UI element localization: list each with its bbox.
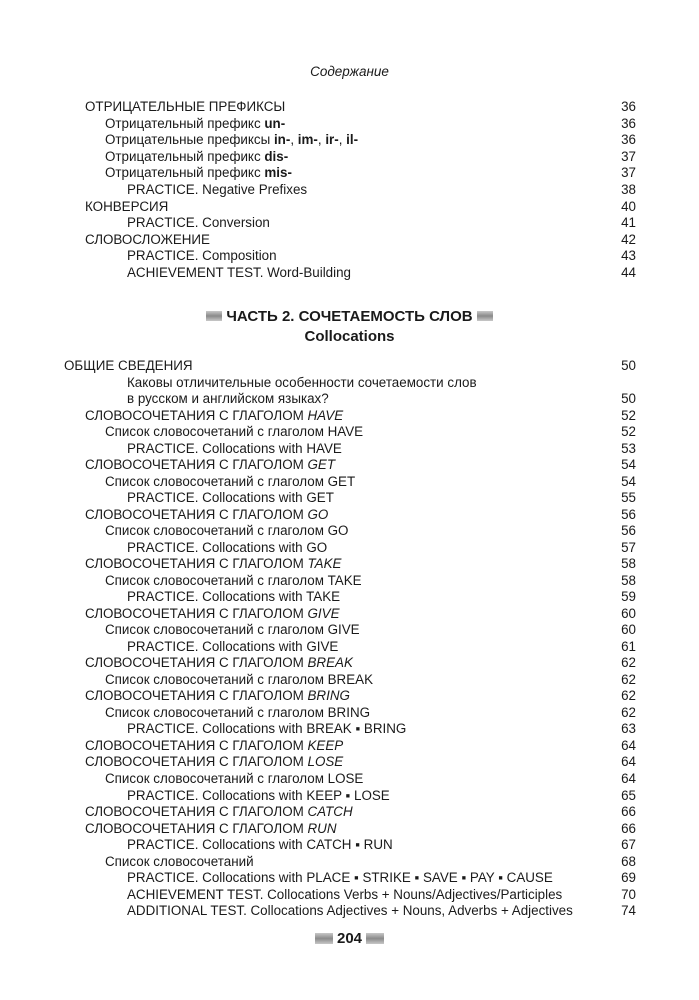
toc-entry-page: 61 [621,638,636,654]
toc-entry-page: 57 [621,539,636,555]
toc-entry-page: 56 [621,506,636,522]
toc-entry-title [127,215,270,232]
toc-entry-title-part: Список словосочетаний с глаголом GO [105,523,349,539]
toc-entry-page: 50 [621,358,636,373]
toc-entry-title [85,804,353,821]
toc-entry [0,182,699,199]
toc-entry [0,391,699,408]
toc-entry-title [105,573,362,590]
toc-entry-title [85,754,343,771]
toc-entry-title-part: СЛОВОСОЧЕТАНИЯ С ГЛАГОЛОМ [85,457,308,473]
toc-entry-page: 43 [621,248,636,264]
toc-entry-title-part: Список словосочетаний [105,853,254,869]
toc-entry-title-part: in- [273,132,291,148]
toc-entry-title [105,474,355,491]
toc-entry-page: 56 [621,523,636,539]
toc-entry-title-part: ADDITIONAL TEST. Collocations Adjectives + Nouns, Adverbs + Adjectives [127,903,573,919]
toc-entry-title-part: PRACTICE. Conversion [127,215,270,231]
toc-entry [0,688,699,705]
toc-entry-title-part: Список словосочетаний с глаголом GET [105,473,356,489]
toc-entry-title [105,132,358,149]
toc-entry [0,887,699,904]
toc-entry-title-part: СЛОВОСОЧЕТАНИЯ С ГЛАГОЛОМ [85,737,308,753]
toc-entry [0,457,699,474]
toc-entry-title-part: СЛОВОСОЧЕТАНИЯ С ГЛАГОЛОМ [85,605,308,621]
toc-entry-page: 38 [621,182,636,197]
toc-entry-page: 58 [621,572,636,588]
toc-entry-page: 64 [621,737,636,753]
toc-entry-title [105,672,373,689]
toc-entry-title-part: СЛОВОСОЧЕТАНИЯ С ГЛАГОЛОМ [85,804,308,820]
toc-entry-title [105,705,370,722]
toc-entry-title [127,721,406,738]
toc-entry [0,441,699,458]
toc-entry-title-part: Список словосочетаний с глаголом LOSE [105,771,364,786]
toc-entry-title-part: PRACTICE. Collocations with HAVE [127,440,342,456]
toc-entry-title-part: Отрицательный префикс [105,115,265,131]
toc-entry-page: 68 [621,853,636,869]
toc-entry-title [105,771,363,788]
toc-entry [0,721,699,738]
toc-entry-title-part: PRACTICE. Collocations with GO [127,539,328,555]
toc-entry-title-part: Отрицательный префикс [105,148,265,164]
toc-entry-page: 60 [621,605,636,621]
toc-entry-title-part: СЛОВОСЛОЖЕНИЕ [85,231,210,247]
toc-entry-title-part: PRACTICE. Collocations with KEEP ▪ LOSE [127,787,390,803]
toc-entry-title-part: PRACTICE. Collocations with PLACE ▪ STRIKE ▪ SAVE ▪ PAY ▪ CAUSE [127,870,553,886]
toc-entry-title [127,182,307,199]
toc-entry-title [127,375,477,392]
page-number: 204 [336,930,363,947]
toc-entry-title-part: RUN [307,820,337,836]
toc-entry [0,854,699,871]
toc-entry [0,540,699,557]
toc-entry-page: 66 [621,804,636,820]
toc-entry-page: 74 [621,903,636,919]
toc-entry-title-part: СЛОВОСОЧЕТАНИЯ С ГЛАГОЛОМ [85,407,308,423]
toc-entry-title-part: BRING [307,688,350,704]
toc-entry [0,408,699,425]
toc-entry-title [127,391,329,408]
toc-entry [0,589,699,606]
toc-entry [0,358,699,375]
toc-entry-title [105,165,292,182]
toc-entry [0,215,699,232]
toc-entry [0,672,699,689]
toc-entry-title-part: СЛОВОСОЧЕТАНИЯ С ГЛАГОЛОМ [85,754,308,770]
toc-entry [0,265,699,282]
toc-entry-title-part: ACHIEVEMENT TEST. Collocations Verbs + Nouns/Adjectives/Participles [127,886,563,902]
toc-entry-title-part: PRACTICE. Collocations with TAKE [127,589,341,605]
toc-entry-title-part: СЛОВОСОЧЕТАНИЯ С ГЛАГОЛОМ [85,556,308,572]
toc-entry [0,738,699,755]
toc-entry-page: 37 [621,148,636,164]
toc-entry [0,804,699,821]
toc-entry-title-part: ОБЩИЕ СВЕДЕНИЯ [64,358,193,373]
toc-entry-title-part: Каковы отличительные особенности сочетаемости слов [127,374,477,390]
toc-entry [0,771,699,788]
toc-entry-title-part: ir- [325,132,339,148]
toc-entry-title [127,639,338,656]
toc-entry [0,248,699,265]
toc-entry-page: 62 [621,671,636,687]
toc-entry-title [105,523,348,540]
toc-entry-page: 52 [621,424,636,440]
toc-entry-title-part: СЛОВОСОЧЕТАНИЯ С ГЛАГОЛОМ [85,506,308,522]
square-ornament-icon [315,933,333,944]
toc-entry-title [85,457,335,474]
section-subtitle: Collocations [304,328,395,345]
toc-entry-title-part: dis- [264,148,289,164]
toc-entry [0,556,699,573]
toc-entry-title [85,556,341,573]
toc-entry-title [105,854,254,871]
toc-entry-title [85,688,350,705]
toc-entry-title [85,606,340,623]
toc-entry-page: 37 [621,165,636,181]
toc-entry-title-part: Отрицательные префиксы [105,132,274,148]
toc-entry-page: 58 [621,556,636,572]
toc-entry-title-part: PRACTICE. Collocations with BREAK ▪ BRING [127,721,407,737]
toc-entry [0,639,699,656]
toc-entry-page: 70 [621,886,636,902]
toc-entry [0,870,699,887]
toc-entry-title [85,507,328,524]
toc-entry-page: 50 [621,391,636,407]
toc-entry-title-part: GIVE [307,605,340,621]
toc-entry-page: 54 [621,457,636,473]
toc-entry-title-part: Список словосочетаний с глаголом TAKE [105,572,362,588]
toc-entry-title-part: PRACTICE. Collocations with GIVE [127,638,339,654]
toc-entry-title-part: , [290,132,298,148]
toc-entry [0,573,699,590]
toc-entry-title-part: Список словосочетаний с глаголом BREAK [105,671,374,687]
toc-entry-title-part: PRACTICE. Collocations with CATCH ▪ RUN [127,837,393,853]
toc-entry-title-part: КОНВЕРСИЯ [85,198,169,214]
toc-entry-title-part: TAKE [307,556,342,572]
toc-entry-page: 62 [621,688,636,704]
toc-entry-title-part: , [317,132,326,148]
toc-entry [0,424,699,441]
section-heading [0,307,699,347]
toc-entry [0,705,699,722]
toc-entry [0,788,699,805]
square-ornament-icon [477,311,493,321]
toc-entry-title [85,199,168,216]
toc-entry-title [105,149,288,166]
toc-entry-page: 55 [621,490,636,506]
toc-entry [0,132,699,149]
toc-entry-page: 64 [621,771,636,786]
toc-entry-page: 42 [621,231,636,247]
toc-entry-page: 62 [621,704,636,720]
toc-entry-page: 60 [621,622,636,638]
toc-entry-page: 65 [621,787,636,803]
toc-entry-page: 36 [621,115,636,131]
toc-entry-title [127,589,340,606]
toc-entry-page: 36 [621,132,636,148]
toc-entry-page: 67 [621,837,636,853]
toc-entry [0,606,699,623]
toc-entry [0,903,699,920]
toc-entry-page: 53 [621,440,636,456]
toc-entry [0,754,699,771]
toc-entry-title-part: СЛОВОСОЧЕТАНИЯ С ГЛАГОЛОМ [85,820,308,836]
toc-entry-page: 66 [621,820,636,836]
toc-entry [0,655,699,672]
toc-entry-title [85,408,343,425]
toc-entry [0,821,699,838]
square-ornament-icon [206,311,222,321]
toc-entry [0,490,699,507]
toc-entry [0,199,699,216]
toc-entry-title-part: HAVE [307,407,344,423]
toc-entry-page: 40 [621,198,636,214]
page-footer [0,930,699,947]
toc-entry [0,99,699,116]
toc-entry-title [127,265,351,282]
toc-entry-page: 52 [621,407,636,423]
toc-entry-title [85,655,353,672]
toc-entry-title-part: ОТРИЦАТЕЛЬНЫЕ ПРЕФИКСЫ [85,99,286,114]
toc-entry-title-part: , [338,132,347,148]
toc-entry-title-part: Список словосочетаний с глаголом HAVE [105,424,364,440]
toc-entry-page: 36 [621,99,636,114]
toc-entry [0,622,699,639]
toc-entry-title-part: Список словосочетаний с глаголом GIVE [105,622,360,638]
toc-entry-page: 62 [621,655,636,671]
toc-entry-title-part: ACHIEVEMENT TEST. Word-Building [127,265,351,280]
toc-entry [0,149,699,166]
toc-entry [0,232,699,249]
toc-entry-title [127,441,342,458]
toc-entry-title-part: PRACTICE. Collocations with GET [127,490,334,506]
toc-entry-title [85,821,337,838]
toc-entry-title-part: LOSE [307,754,344,770]
square-ornament-icon [366,933,384,944]
toc-entry-title [105,622,360,639]
toc-entry-title-part: CATCH [307,804,353,820]
toc-entry-title-part: Отрицательный префикс [105,165,265,181]
section-title: ЧАСТЬ 2. СОЧЕТАЕМОСТЬ СЛОВ [226,308,473,325]
toc-entry-title [127,837,393,854]
toc-entry-title-part: GET [307,457,336,473]
toc-entry-title-part: СЛОВОСОЧЕТАНИЯ С ГЛАГОЛОМ [85,655,308,671]
toc-entry-title-part: PRACTICE. Composition [127,248,277,264]
toc-entry-title-part: mis- [264,165,292,181]
toc-entry-title-part: СЛОВОСОЧЕТАНИЯ С ГЛАГОЛОМ [85,688,308,704]
toc-entry-title-part: GO [307,506,329,522]
toc-entry [0,116,699,133]
toc-entry-page: 63 [621,721,636,737]
toc-entry [0,474,699,491]
toc-entry-title-part: в русском и английском языках? [127,391,329,407]
toc-entry [0,507,699,524]
toc-entry-title [105,116,285,133]
toc-entry-page: 59 [621,589,636,605]
toc-entry-title-part: BREAK [307,655,353,671]
toc-entry-page: 44 [621,265,636,280]
toc-entry-title [85,99,285,116]
toc-entry-title-part: Список словосочетаний с глаголом BRING [105,704,371,720]
running-header: Содержание [310,64,389,79]
toc-entry-title [85,232,210,249]
toc-entry-title [105,424,363,441]
toc-entry [0,375,699,392]
toc-entry-page: 69 [621,870,636,886]
toc-entry-title [127,540,327,557]
toc-entry-title-part: PRACTICE. Negative Prefixes [127,182,308,197]
toc-entry-title [64,358,193,375]
toc-entry-page: 41 [621,215,636,231]
toc-entry-title-part: KEEP [307,737,344,753]
toc-entry [0,165,699,182]
toc-entry-title [127,490,334,507]
toc-entry-title [85,738,343,755]
section-title-line [0,307,699,327]
toc-entry-title [127,887,562,904]
toc-entry-page: 54 [621,473,636,489]
toc-entry-title [127,870,553,887]
toc-entry [0,837,699,854]
toc-entry-title [127,248,277,265]
toc-entry [0,523,699,540]
toc-entry-title [127,903,573,920]
toc-entry-page: 64 [621,754,636,770]
toc-entry-title-part: im- [297,132,318,148]
toc-entry-title-part: un- [264,115,286,131]
toc-entry-title-part: il- [346,132,359,148]
toc-entry-title [127,788,390,805]
